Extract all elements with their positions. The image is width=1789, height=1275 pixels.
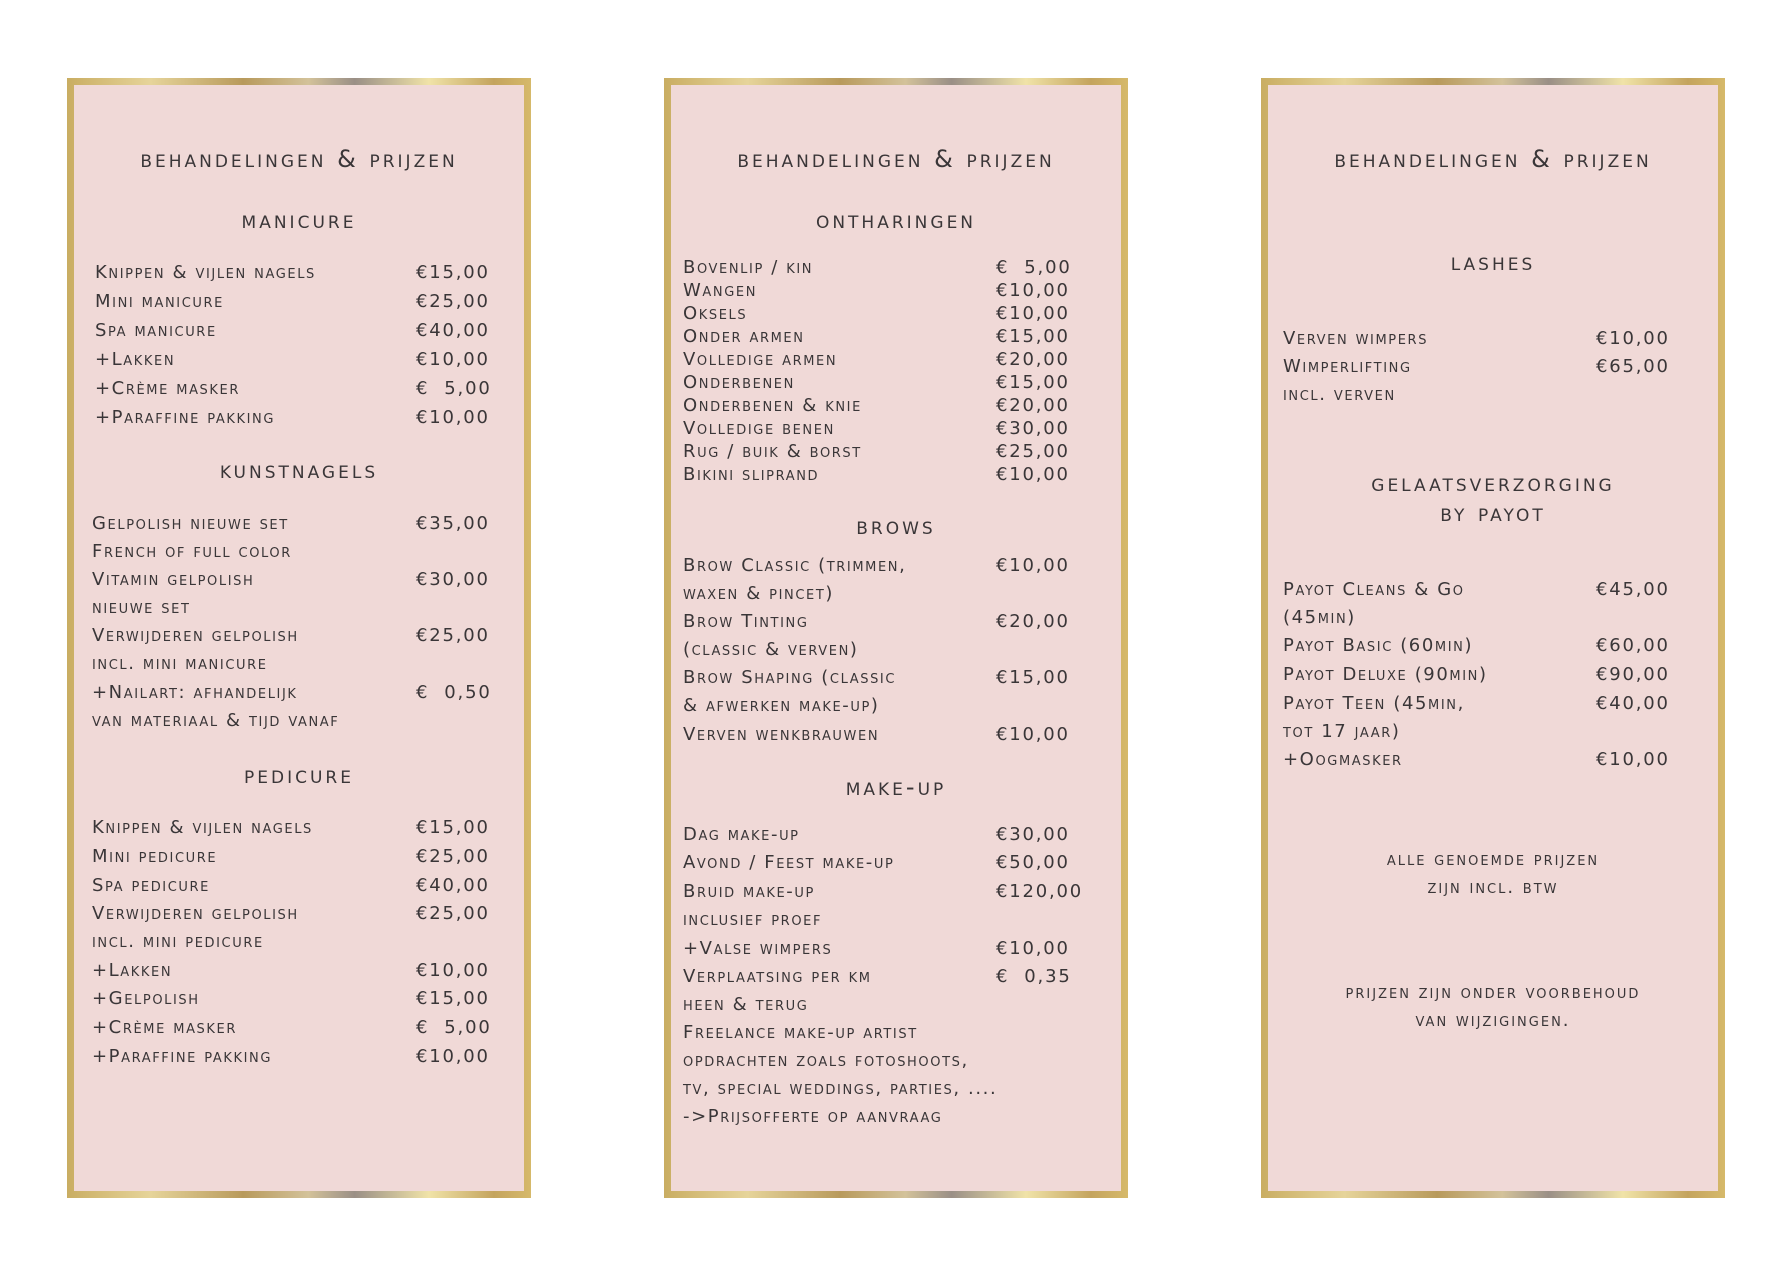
item-name: +Paraffine pakking — [95, 407, 276, 428]
item-name: Knippen & vijlen nagels — [95, 262, 316, 283]
item-name: Verven wenkbrauwen — [683, 724, 880, 745]
price-panel-1 — [67, 78, 531, 1198]
section-heading-manicure: manicure — [241, 206, 357, 234]
item-price: €15,00 — [996, 667, 1070, 688]
item-price: €90,00 — [1596, 664, 1670, 685]
note-line: tv, special weddings, parties, .... — [683, 1078, 998, 1099]
item-name: +Gelpolish — [92, 988, 200, 1009]
item-name: Bovenlip / kin — [683, 257, 814, 278]
item-detail: French of full color — [92, 541, 292, 562]
section-subheading-payot: by payot — [1440, 499, 1546, 527]
item-name: Avond / Feest make-up — [683, 852, 895, 873]
item-name: +Valse wimpers — [683, 938, 833, 959]
item-name: Oksels — [683, 303, 748, 324]
item-price: €10,00 — [416, 1046, 490, 1067]
item-name: Spa pedicure — [92, 875, 210, 896]
price-panel-3 — [1261, 78, 1725, 1198]
item-price: €30,00 — [996, 418, 1070, 439]
disclaimer-note: prijzen zijn onder voorbehoud — [1345, 982, 1641, 1003]
item-name: Vitamin gelpolish — [92, 569, 255, 590]
panel-content — [671, 85, 1121, 1191]
item-price: €10,00 — [1596, 749, 1670, 770]
panel-content — [74, 85, 524, 1191]
item-detail: & afwerken make-up) — [683, 695, 880, 716]
vat-note: alle genoemde prijzen — [1386, 849, 1600, 870]
item-price: €25,00 — [416, 903, 490, 924]
item-price: €10,00 — [996, 938, 1070, 959]
item-price: €120,00 — [996, 881, 1084, 902]
item-price: €40,00 — [416, 320, 490, 341]
item-price: €15,00 — [996, 326, 1070, 347]
item-price: € 5,00 — [416, 1017, 492, 1038]
item-name: Brow Tinting — [683, 611, 809, 632]
item-price: €65,00 — [1596, 356, 1670, 377]
item-detail: nieuwe set — [92, 597, 191, 618]
item-name: Wangen — [683, 280, 758, 301]
item-price: €10,00 — [996, 280, 1070, 301]
item-price: €30,00 — [416, 569, 490, 590]
item-name: Bikini sliprand — [683, 464, 820, 485]
item-name: Volledige armen — [683, 349, 838, 370]
section-heading-ontharingen: ontharingen — [815, 206, 977, 234]
item-name: Payot Basic (60min) — [1283, 635, 1474, 656]
price-panel-2 — [664, 78, 1128, 1198]
note-line: opdrachten zoals fotoshoots, — [683, 1050, 969, 1071]
section-heading-kunstnagels: kunstnagels — [219, 456, 379, 484]
item-name: Payot Teen (45min, — [1283, 693, 1465, 714]
panel-content — [1268, 85, 1718, 1191]
item-name: Rug / buik & borst — [683, 441, 862, 462]
panel-title: behandelingen & prijzen — [1334, 145, 1652, 173]
item-price: €10,00 — [996, 555, 1070, 576]
item-detail: incl. mini manicure — [92, 653, 268, 674]
item-price: € 0,50 — [416, 682, 492, 703]
item-detail: tot 17 jaar) — [1283, 721, 1401, 742]
item-name: +Paraffine pakking — [92, 1046, 273, 1067]
item-name: Verven wimpers — [1283, 328, 1429, 349]
section-heading-make-up: make-up — [845, 773, 947, 801]
disclaimer-note: van wijzigingen. — [1415, 1010, 1571, 1031]
item-name: Brow Shaping (classic — [683, 667, 897, 688]
item-name: Gelpolish nieuwe set — [92, 513, 289, 534]
item-price: € 5,00 — [416, 378, 492, 399]
item-name: +Nailart: afhandelijk — [92, 682, 298, 703]
item-price: €10,00 — [416, 407, 490, 428]
item-price: €25,00 — [416, 291, 490, 312]
item-price: €15,00 — [416, 988, 490, 1009]
item-price: €25,00 — [416, 846, 490, 867]
item-name: Mini pedicure — [92, 846, 218, 867]
item-name: +Lakken — [95, 349, 176, 370]
item-detail: van materiaal & tijd vanaf — [92, 710, 340, 731]
item-price: € 0,35 — [996, 966, 1072, 987]
section-heading-gelaatsverzorging: gelaatsverzorging — [1371, 469, 1615, 497]
item-price: €10,00 — [996, 303, 1070, 324]
item-name: Verplaatsing per km — [683, 966, 872, 987]
item-detail: incl. mini pedicure — [92, 931, 264, 952]
item-name: +Lakken — [92, 960, 173, 981]
item-name: Onderbenen & knie — [683, 395, 862, 416]
item-detail: waxen & pincet) — [683, 583, 835, 604]
item-price: €35,00 — [416, 513, 490, 534]
item-detail: heen & terug — [683, 994, 809, 1015]
section-heading-pedicure: pedicure — [244, 761, 354, 789]
item-price: €20,00 — [996, 349, 1070, 370]
panel-title: behandelingen & prijzen — [737, 145, 1055, 173]
item-price: €10,00 — [996, 724, 1070, 745]
vat-note: zijn incl. btw — [1427, 877, 1559, 898]
item-price: €30,00 — [996, 824, 1070, 845]
item-name: Knippen & vijlen nagels — [92, 817, 313, 838]
item-price: €15,00 — [416, 262, 490, 283]
item-price: €45,00 — [1596, 579, 1670, 600]
item-price: €50,00 — [996, 852, 1070, 873]
item-detail: (classic & verven) — [683, 639, 859, 660]
item-price: € 5,00 — [996, 257, 1072, 278]
note-line: ->Prijsofferte op aanvraag — [683, 1106, 943, 1127]
item-price: €20,00 — [996, 395, 1070, 416]
item-price: €25,00 — [996, 441, 1070, 462]
item-name: Volledige benen — [683, 418, 835, 439]
item-price: €10,00 — [416, 960, 490, 981]
section-heading-brows: brows — [856, 512, 936, 540]
item-name: Payot Deluxe (90min) — [1283, 664, 1488, 685]
item-price: €15,00 — [996, 372, 1070, 393]
item-price: €60,00 — [1596, 635, 1670, 656]
item-name: Verwijderen gelpolish — [92, 903, 299, 924]
item-name: Spa manicure — [95, 320, 217, 341]
item-name: +Crème masker — [95, 378, 240, 399]
item-name: Mini manicure — [95, 291, 224, 312]
item-price: €10,00 — [416, 349, 490, 370]
item-name: +Oogmasker — [1283, 749, 1403, 770]
item-detail: inclusief proef — [683, 909, 823, 930]
item-price: €40,00 — [1596, 693, 1670, 714]
item-price: €10,00 — [1596, 328, 1670, 349]
item-name: Dag make-up — [683, 824, 800, 845]
panel-title: behandelingen & prijzen — [140, 145, 458, 173]
item-name: Onderbenen — [683, 372, 795, 393]
item-price: €10,00 — [996, 464, 1070, 485]
item-price: €15,00 — [416, 817, 490, 838]
item-detail: (45min) — [1283, 607, 1356, 628]
item-name: Verwijderen gelpolish — [92, 625, 299, 646]
note-line: Freelance make-up artist — [683, 1022, 918, 1043]
section-heading-lashes: lashes — [1450, 248, 1536, 276]
item-price: €20,00 — [996, 611, 1070, 632]
item-name: Payot Cleans & Go — [1283, 579, 1465, 600]
item-price: €25,00 — [416, 625, 490, 646]
item-detail: incl. verven — [1283, 384, 1396, 405]
item-price: €40,00 — [416, 875, 490, 896]
item-name: Wimperlifting — [1283, 356, 1412, 377]
item-name: Bruid make-up — [683, 881, 815, 902]
item-name: Brow Classic (trimmen, — [683, 555, 907, 576]
item-name: Onder armen — [683, 326, 805, 347]
item-name: +Crème masker — [92, 1017, 237, 1038]
